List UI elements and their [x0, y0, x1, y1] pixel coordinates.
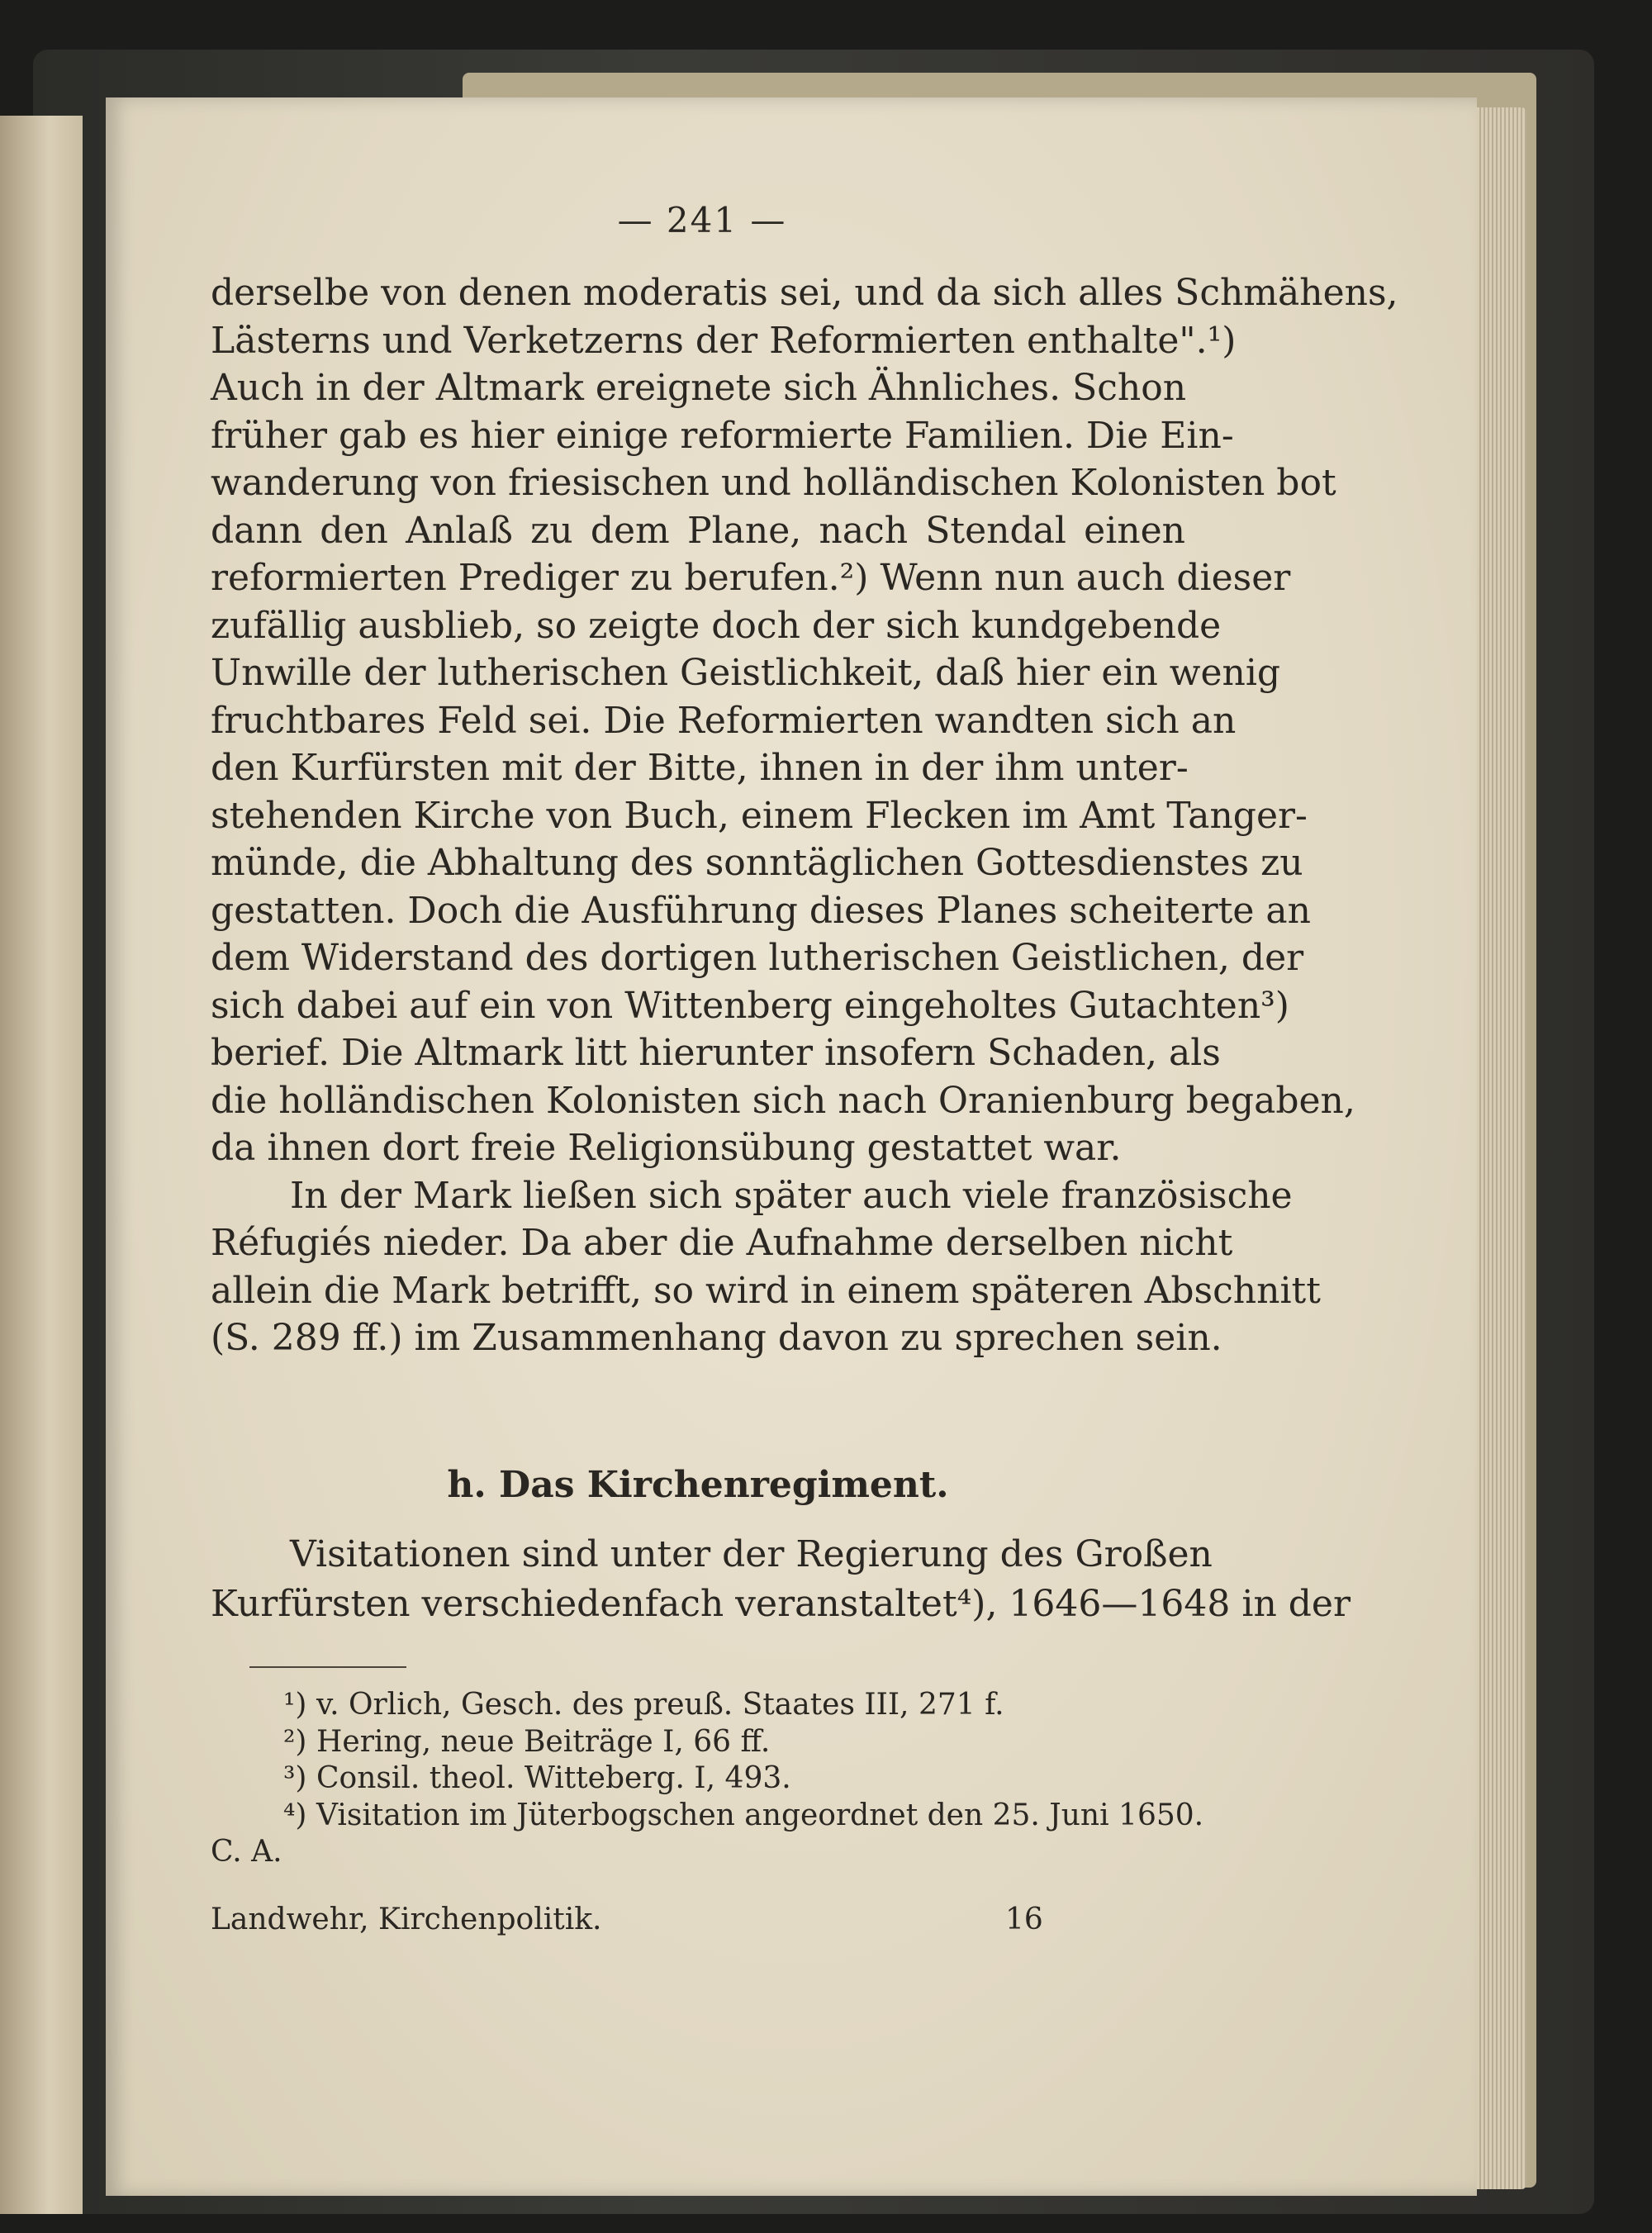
footnote-text: Consil. theol. Witteberg. I, 493. [316, 1761, 791, 1795]
text-line: Lästerns und Verketzerns der Reformierten enthalte".¹) [211, 319, 1237, 362]
footnote [211, 1687, 1185, 1724]
signature-title: Landwehr, Kirchenpolitik. [211, 1903, 602, 1936]
text-line: wanderung von friesischen und holländischen Kolonisten bot [211, 462, 1336, 504]
section-heading: h. Das Kirchenregiment. [447, 1464, 949, 1506]
page-edges [1477, 107, 1526, 2189]
text-line: allein die Mark betrifft, so wird in einem späteren Abschnitt [211, 1269, 1321, 1312]
text-line: stehenden Kirche von Buch, einem Flecken im Amt Tanger- [211, 794, 1308, 837]
text-line: die holländischen Kolonisten sich nach Oranienburg begaben, [211, 1079, 1355, 1122]
footnote [211, 1724, 1185, 1761]
text-line: Réfugiés nieder. Da aber die Aufnahme derselben nicht [211, 1222, 1233, 1264]
footnote-mark: ⁴) [283, 1798, 307, 1832]
footnote-mark: ¹) [283, 1688, 307, 1722]
text-line: gestatten. Doch die Ausführung dieses Planes scheiterte an [211, 889, 1311, 932]
text-line: berief. Die Altmark litt hierunter insofern Schaden, als [211, 1032, 1221, 1074]
footnote-text: Hering, neue Beiträge I, 66 ff. [316, 1724, 771, 1759]
footnote-rule [249, 1666, 406, 1668]
footnote-continuation: C. A. [211, 1835, 282, 1869]
text-line: Kurfürsten verschiedenfach veranstaltet⁴), 1646—1648 in der [211, 1583, 1351, 1625]
text-line: Auch in der Altmark ereignete sich Ähnliches. Schon [211, 367, 1187, 409]
text-line: münde, die Abhaltung des sonntäglichen Gottesdienstes zu [211, 842, 1303, 884]
text-line: den Kurfürsten mit der Bitte, ihnen in der ihm unter- [211, 747, 1189, 789]
text-line: Visitationen sind unter der Regierung des Großen [290, 1533, 1213, 1575]
text-line: zufällig ausblieb, so zeigte doch der sich kundgebende [211, 604, 1222, 647]
facing-page-edge [0, 116, 83, 2214]
footnote [211, 1760, 1185, 1798]
text-line: In der Mark ließen sich später auch viele französische [290, 1174, 1293, 1217]
text-line: dem Widerstand des dortigen lutherischen Geistlichen, der [211, 937, 1304, 979]
text-line: (S. 289 ff.) im Zusammenhang davon zu sprechen sein. [211, 1317, 1222, 1359]
text-line: fruchtbares Feld sei. Die Reformierten wandten sich an [211, 699, 1237, 742]
text-line: dann den Anlaß zu dem Plane, nach Stendal einen [211, 509, 1185, 552]
main-paragraphs [211, 269, 1398, 1362]
footnote-text: Visitation im Jüterbogschen angeordnet den 25. Juni 1650. [316, 1798, 1204, 1832]
text-line: da ihnen dort freie Religionsübung gestattet war. [211, 1127, 1122, 1169]
text-line: Unwille der lutherischen Geistlichkeit, daß hier ein wenig [211, 652, 1281, 694]
signature-number: 16 [1005, 1903, 1043, 1936]
page-header: — 241 — [617, 200, 787, 240]
text-line: reformierten Prediger zu berufen.²) Wenn nun auch dieser [211, 557, 1291, 599]
footnote [211, 1798, 1204, 1835]
text-line: derselbe von denen moderatis sei, und da sich alles Schmähens, [211, 272, 1398, 314]
text-line: früher gab es hier einige reformierte Familien. Die Ein- [211, 414, 1234, 457]
text-line: sich dabei auf ein von Wittenberg eingeholtes Gutachten³) [211, 984, 1289, 1027]
footnotes [211, 1687, 1204, 1871]
footnote-mark: ³) [283, 1761, 307, 1795]
section-paragraph [211, 1530, 1351, 1629]
footnote-mark: ²) [283, 1724, 307, 1759]
footnote-text: v. Orlich, Gesch. des preuß. Staates III, 271 f. [316, 1688, 1004, 1722]
